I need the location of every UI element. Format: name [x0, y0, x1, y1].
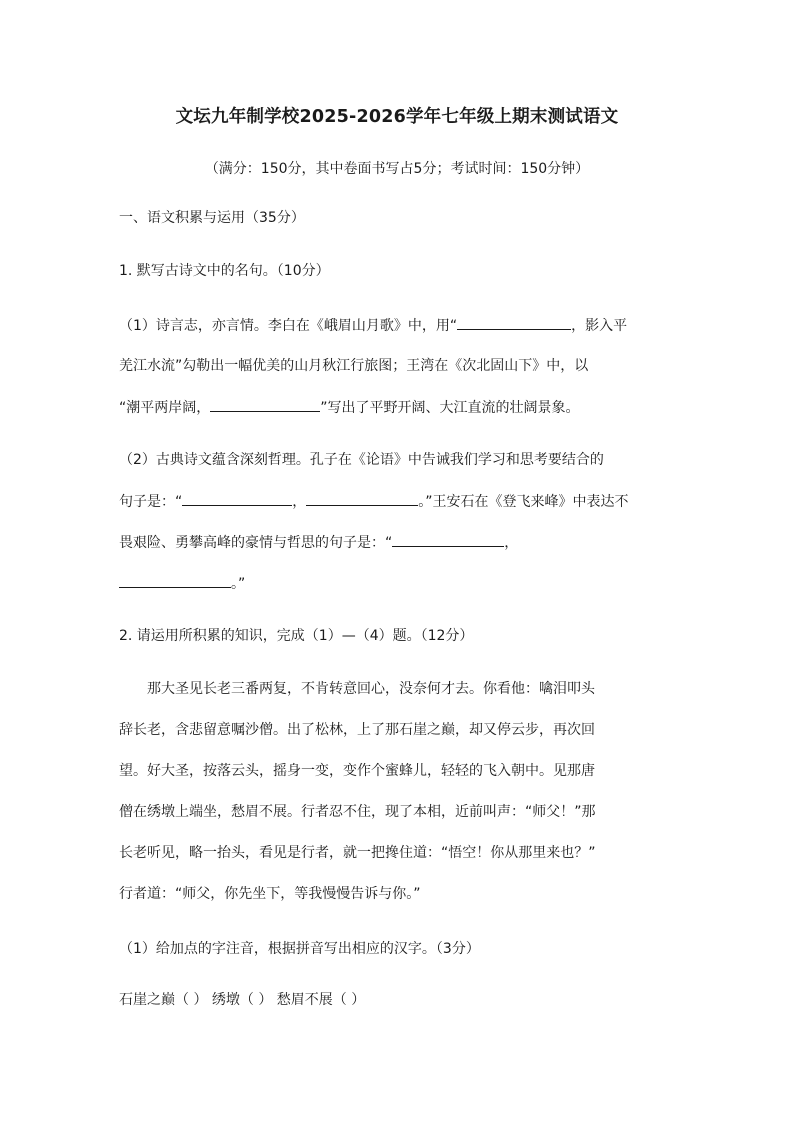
passage-line: 僧在绣墩上端坐，愁眉不展。行者忍不住，现了本相，近前叫声：“师父！”那: [119, 804, 596, 820]
q2-sub1-items: 石崖之巅（ ） 绣墩（ ） 愁眉不展（ ）: [119, 992, 366, 1008]
passage-line: 辞长老，含悲留意嘱沙僧。出了松林，上了那石崖之巅，却又停云步，再次回: [119, 722, 595, 738]
answer-blank[interactable]: [306, 491, 418, 506]
q1-part2-line4: 。”: [119, 573, 245, 594]
q1-part1-line2: 羌江水流”勾勒出一幅优美的山月秋江行旅图；王湾在《次北固山下》中，以: [119, 358, 589, 374]
passage-line: 长老听见，略一抬头，看见是行者，就一把搀住道：“悟空！你从那里来也？”: [119, 845, 596, 861]
answer-blank[interactable]: [210, 397, 320, 412]
q1-part1-line3: “潮平两岸阔， ”写出了平野开阔、大江直流的壮阔景象。: [119, 397, 580, 418]
answer-blank[interactable]: [182, 491, 292, 506]
passage-line: 行者道：“师父，你先坐下，等我慢慢告诉与你。”: [119, 886, 421, 902]
page-title: 文坛九年制学校2025-2026学年七年级上期末测试语文: [175, 107, 619, 127]
q1-part2-line3: 畏艰险、勇攀高峰的豪情与哲思的句子是：“ ，: [119, 532, 518, 553]
section-heading: 一、语文积累与运用（35分）: [119, 210, 305, 226]
passage-line: 望。好大圣，按落云头，摇身一变，变作个蜜蜂儿，轻轻的飞入朝中。见那唐: [119, 763, 595, 779]
q1-part2-line1: （2）古典诗文蕴含深刻哲理。孔子在《论语》中告诫我们学习和思考要结合的: [119, 452, 604, 468]
question-1-heading: 1. 默写古诗文中的名句。（10分）: [119, 263, 330, 279]
answer-blank[interactable]: [457, 315, 571, 330]
q1-part1-line1: （1）诗言志，亦言情。李白在《峨眉山月歌》中，用“ ，影入平: [119, 315, 627, 336]
page-subtitle: （满分：150分，其中卷面书写占5分；考试时间：150分钟）: [204, 161, 590, 177]
q2-sub1-instruction: （1）给加点的字注音，根据拼音写出相应的汉字。（3分）: [119, 941, 480, 957]
answer-blank[interactable]: [119, 573, 231, 588]
question-2-heading: 2. 请运用所积累的知识，完成（1）—（4）题。（12分）: [119, 628, 474, 644]
answer-blank[interactable]: [392, 532, 504, 547]
q1-part2-line2: 句子是：“ ， 。”王安石在《登飞来峰》中表达不: [119, 491, 629, 512]
passage-line: 那大圣见长老三番两复，不肯转意回心，没奈何才去。你看他：噙泪叩头: [119, 681, 595, 697]
